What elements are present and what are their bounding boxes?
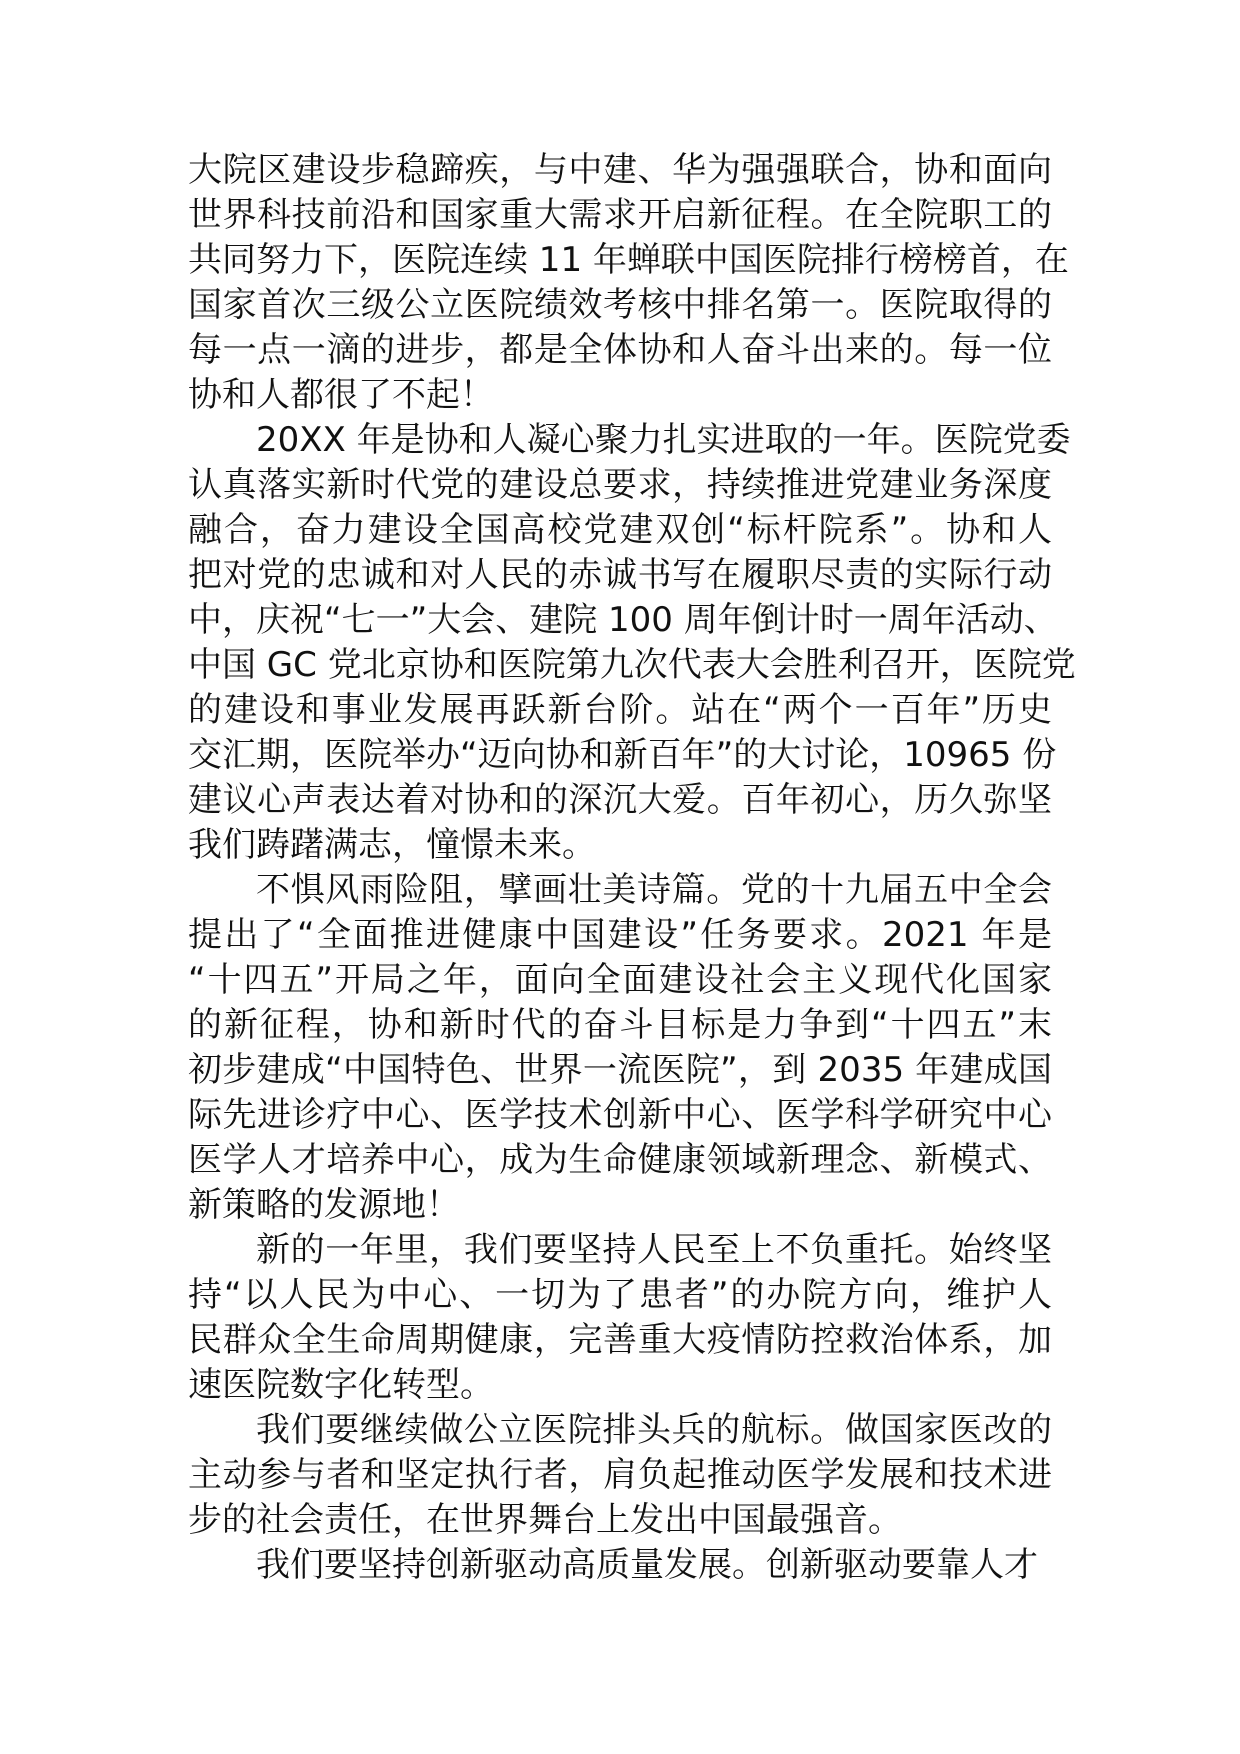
text-line: 大院区建设步稳蹄疾，与中建、华为强强联合，协和面向 <box>188 150 1052 190</box>
document-body <box>188 148 1076 1588</box>
text-line: 中国 GC 党北京协和医院第九次代表大会胜利召开，医院党 <box>188 645 1076 685</box>
text-line: 国家首次三级公立医院绩效考核中排名第一。医院取得的 <box>188 285 1052 325</box>
body-paragraph <box>188 1228 1052 1408</box>
text-line: 不惧风雨险阻，擘画壮美诗篇。党的十九届五中全会 <box>256 870 1052 910</box>
body-paragraph <box>188 868 1052 1228</box>
text-line: 新策略的发源地！ <box>188 1185 460 1225</box>
text-line: 20XX 年是协和人凝心聚力扎实进取的一年。医院党委 <box>256 420 1071 460</box>
text-line: 融合，奋力建设全国高校党建双创“标杆院系”。协和人 <box>188 510 1052 550</box>
text-line: 际先进诊疗中心、医学技术创新中心、医学科学研究中心 <box>188 1095 1052 1135</box>
text-line: 我们要坚持创新驱动高质量发展。创新驱动要靠人才 <box>256 1545 1038 1585</box>
text-line: 提出了“全面推进健康中国建设”任务要求。2021 年是 <box>188 915 1052 955</box>
text-line: 医学人才培养中心，成为生命健康领域新理念、新模式、 <box>188 1140 1052 1180</box>
text-line: 速医院数字化转型。 <box>188 1365 494 1405</box>
text-line: 交汇期，医院举办“迈向协和新百年”的大讨论，10965 份 <box>188 735 1057 775</box>
text-line: 主动参与者和坚定执行者，肩负起推动医学发展和技术进 <box>188 1455 1052 1495</box>
text-line: 新的一年里，我们要坚持人民至上不负重托。始终坚 <box>256 1230 1052 1270</box>
text-line: 每一点一滴的进步，都是全体协和人奋斗出来的。每一位 <box>188 330 1052 370</box>
body-paragraph <box>188 1543 1052 1588</box>
body-paragraph <box>188 1408 1052 1543</box>
text-line: 认真落实新时代党的建设总要求，持续推进党建业务深度 <box>188 465 1052 505</box>
text-line: 初步建成“中国特色、世界一流医院”，到 2035 年建成国 <box>188 1050 1052 1090</box>
body-paragraph <box>188 148 1069 418</box>
text-line: 把对党的忠诚和对人民的赤诚书写在履职尽责的实际行动 <box>188 555 1052 595</box>
text-line: 中，庆祝“七一”大会、建院 100 周年倒计时一周年活动、 <box>188 600 1058 640</box>
text-line: 步的社会责任，在世界舞台上发出中国最强音。 <box>188 1500 902 1540</box>
text-line: 我们踌躇满志，憧憬未来。 <box>188 825 596 865</box>
text-line: 的新征程，协和新时代的奋斗目标是力争到“十四五”末 <box>188 1005 1052 1045</box>
text-line: 世界科技前沿和国家重大需求开启新征程。在全院职工的 <box>188 195 1052 235</box>
text-line: “十四五”开局之年，面向全面建设社会主义现代化国家 <box>188 960 1052 1000</box>
text-line: 共同努力下，医院连续 11 年蝉联中国医院排行榜榜首，在 <box>188 240 1069 280</box>
text-line: 持“以人民为中心、一切为了患者”的办院方向，维护人 <box>188 1275 1052 1315</box>
text-line: 协和人都很了不起！ <box>188 375 494 415</box>
text-line: 民群众全生命周期健康，完善重大疫情防控救治体系，加 <box>188 1320 1052 1360</box>
text-line: 的建设和事业发展再跃新台阶。站在“两个一百年”历史 <box>188 690 1052 730</box>
body-paragraph <box>188 418 1076 868</box>
text-line: 建议心声表达着对协和的深沉大爱。百年初心，历久弥坚 <box>188 780 1052 820</box>
text-line: 我们要继续做公立医院排头兵的航标。做国家医改的 <box>256 1410 1052 1450</box>
